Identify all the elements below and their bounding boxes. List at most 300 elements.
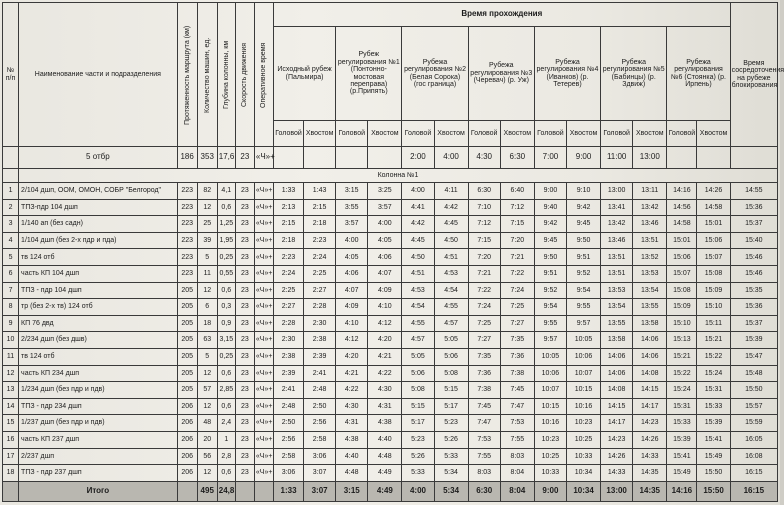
row-time: 4:38 xyxy=(336,431,368,448)
row-time: 10:23 xyxy=(566,415,600,432)
row-time: 4:50 xyxy=(434,232,468,249)
unit-length: 186 xyxy=(177,147,197,169)
row-time: 15:24 xyxy=(667,382,697,399)
row-time: 13:54 xyxy=(633,282,667,299)
row-time: 4:22 xyxy=(336,382,368,399)
row-time: 4:11 xyxy=(434,183,468,200)
row-time: 7:53 xyxy=(500,415,534,432)
row-time: 2:56 xyxy=(304,415,336,432)
row-cars: 20 xyxy=(197,431,217,448)
row-cars: 12 xyxy=(197,465,217,482)
row-time: 4:40 xyxy=(368,431,402,448)
table-row xyxy=(3,282,778,299)
row-time: 5:06 xyxy=(434,348,468,365)
row-time: 2:30 xyxy=(273,332,303,349)
row-time: 2:15 xyxy=(273,216,303,233)
row-time: 13:53 xyxy=(633,265,667,282)
row-cars: 12 xyxy=(197,365,217,382)
row-time: 10:15 xyxy=(534,398,566,415)
row-time: 7:47 xyxy=(500,398,534,415)
row-time: 7:20 xyxy=(468,249,500,266)
row-time: 2:30 xyxy=(304,315,336,332)
header-depth: Глубина колонны, км xyxy=(217,3,235,147)
head-header: Головой xyxy=(601,121,633,147)
row-time: 13:51 xyxy=(601,249,633,266)
row-time: 2:50 xyxy=(273,415,303,432)
row-time: 10:06 xyxy=(566,348,600,365)
row-time: 3:07 xyxy=(304,465,336,482)
row-time: 2:48 xyxy=(304,382,336,399)
row-op: «Ч»+ xyxy=(254,415,273,432)
row-cars: 5 xyxy=(197,348,217,365)
row-depth: 0,9 xyxy=(217,315,235,332)
row-time: 8:03 xyxy=(500,448,534,465)
row-time: 10:16 xyxy=(566,398,600,415)
row-time: 4:07 xyxy=(336,282,368,299)
row-num: 7 xyxy=(3,282,19,299)
total-time: 6:30 xyxy=(468,481,500,501)
row-time: 4:00 xyxy=(336,232,368,249)
row-len: 223 xyxy=(177,199,197,216)
row-time: 2:58 xyxy=(273,448,303,465)
row-speed: 23 xyxy=(235,216,254,233)
table-row xyxy=(3,365,778,382)
total-cars: 495 xyxy=(197,481,217,501)
row-speed: 23 xyxy=(235,431,254,448)
tail-header: Хвостом xyxy=(500,121,534,147)
row-depth: 0,3 xyxy=(217,299,235,316)
tail-header: Хвостом xyxy=(368,121,402,147)
row-time: 4:53 xyxy=(402,282,434,299)
total-num xyxy=(3,481,19,501)
row-op: «Ч»+ xyxy=(254,183,273,200)
row-name: КП 76 двд xyxy=(19,315,178,332)
row-depth: 0,6 xyxy=(217,465,235,482)
row-op: «Ч»+ xyxy=(254,448,273,465)
row-time: 15:33 xyxy=(667,415,697,432)
row-time: 15:49 xyxy=(667,465,697,482)
row-time: 4:20 xyxy=(336,348,368,365)
total-time: 4:00 xyxy=(402,481,434,501)
total-time: 8:04 xyxy=(500,481,534,501)
row-block-time: 15:59 xyxy=(730,415,777,432)
header-name: Наименование части и подразделения xyxy=(19,3,178,147)
total-time: 9:00 xyxy=(534,481,566,501)
row-time: 4:10 xyxy=(368,299,402,316)
unit-time: 2:00 xyxy=(402,147,434,169)
table-row xyxy=(3,382,778,399)
row-time: 5:26 xyxy=(434,431,468,448)
row-time: 4:12 xyxy=(368,315,402,332)
row-time: 4:09 xyxy=(336,299,368,316)
row-time: 14:23 xyxy=(633,415,667,432)
row-time: 7:53 xyxy=(468,431,500,448)
table-row xyxy=(3,249,778,266)
row-time: 2:58 xyxy=(304,431,336,448)
row-time: 4:51 xyxy=(434,249,468,266)
row-time: 4:54 xyxy=(402,299,434,316)
row-time: 13:46 xyxy=(601,232,633,249)
row-time: 4:45 xyxy=(402,232,434,249)
unit-num xyxy=(3,147,19,169)
row-time: 3:55 xyxy=(336,199,368,216)
row-time: 14:26 xyxy=(633,431,667,448)
tail-header: Хвостом xyxy=(304,121,336,147)
unit-time: 11:00 xyxy=(601,147,633,169)
row-name: тр (без 2-х тв) 124 отб xyxy=(19,299,178,316)
row-time: 9:55 xyxy=(566,299,600,316)
row-time: 2:18 xyxy=(304,216,336,233)
row-speed: 23 xyxy=(235,232,254,249)
row-depth: 0,55 xyxy=(217,265,235,282)
table-row xyxy=(3,315,778,332)
row-time: 4:45 xyxy=(434,216,468,233)
header-length: Протяженность маршрута (км) xyxy=(177,3,197,147)
row-time: 15:10 xyxy=(667,315,697,332)
total-time: 15:50 xyxy=(697,481,730,501)
row-time: 3:25 xyxy=(368,183,402,200)
row-time: 5:15 xyxy=(402,398,434,415)
total-time: 13:00 xyxy=(601,481,633,501)
row-time: 7:15 xyxy=(468,232,500,249)
row-time: 2:15 xyxy=(304,199,336,216)
header-cars: Количество машин, ед. xyxy=(197,3,217,147)
row-name: 1/140 ап (без садн) xyxy=(19,216,178,233)
row-time: 9:57 xyxy=(566,315,600,332)
row-time: 14:15 xyxy=(601,398,633,415)
head-header: Головой xyxy=(273,121,303,147)
row-time: 6:40 xyxy=(500,183,534,200)
row-name: ТПЗ - пдр 234 дшп xyxy=(19,398,178,415)
row-cars: 12 xyxy=(197,398,217,415)
row-time: 5:33 xyxy=(402,465,434,482)
row-time: 9:55 xyxy=(534,315,566,332)
row-time: 8:04 xyxy=(500,465,534,482)
row-speed: 23 xyxy=(235,315,254,332)
row-op: «Ч»+ xyxy=(254,232,273,249)
row-time: 15:39 xyxy=(667,431,697,448)
row-time: 14:35 xyxy=(633,465,667,482)
row-time: 4:30 xyxy=(368,382,402,399)
row-time: 9:00 xyxy=(534,183,566,200)
row-time: 5:26 xyxy=(402,448,434,465)
row-len: 206 xyxy=(177,431,197,448)
row-time: 9:10 xyxy=(566,183,600,200)
row-time: 1:43 xyxy=(304,183,336,200)
unit-time: 4:30 xyxy=(468,147,500,169)
head-header: Головой xyxy=(402,121,434,147)
row-time: 15:24 xyxy=(697,365,730,382)
row-time: 9:45 xyxy=(566,216,600,233)
row-block-time: 15:37 xyxy=(730,315,777,332)
row-name: 1/234 дшп (без пдр и пдв) xyxy=(19,382,178,399)
row-time: 13:46 xyxy=(633,216,667,233)
row-time: 2:56 xyxy=(273,431,303,448)
row-block-time: 15:57 xyxy=(730,398,777,415)
row-time: 13:58 xyxy=(633,315,667,332)
row-time: 7:12 xyxy=(468,216,500,233)
unit-time xyxy=(697,147,730,169)
row-op: «Ч»+ xyxy=(254,465,273,482)
row-time: 4:38 xyxy=(368,415,402,432)
row-len: 206 xyxy=(177,415,197,432)
checkpoint-header: Рубежа регулирования №2 (Белая Сорока) (гос граница) xyxy=(402,27,468,121)
row-time: 9:50 xyxy=(566,232,600,249)
row-depth: 4,1 xyxy=(217,183,235,200)
row-cars: 57 xyxy=(197,382,217,399)
row-depth: 0,6 xyxy=(217,365,235,382)
checkpoint-header: Исходный рубеж (Пальмира) xyxy=(273,27,335,121)
table-row xyxy=(3,398,778,415)
row-time: 7:55 xyxy=(500,431,534,448)
header-num: № п/п xyxy=(3,3,19,147)
header-optime: Оперативное время xyxy=(254,3,273,147)
row-op: «Ч»+ xyxy=(254,249,273,266)
row-time: 14:06 xyxy=(633,332,667,349)
row-block-time: 15:39 xyxy=(730,332,777,349)
row-time: 15:21 xyxy=(697,332,730,349)
row-name: 2/234 дшп (без дшв) xyxy=(19,332,178,349)
tail-header: Хвостом xyxy=(697,121,730,147)
row-cars: 39 xyxy=(197,232,217,249)
row-cars: 6 xyxy=(197,299,217,316)
row-time: 5:33 xyxy=(434,448,468,465)
row-time: 2:38 xyxy=(304,332,336,349)
row-time: 13:11 xyxy=(633,183,667,200)
row-time: 9:54 xyxy=(566,282,600,299)
total-time: 1:33 xyxy=(273,481,303,501)
row-time: 4:42 xyxy=(434,199,468,216)
row-len: 205 xyxy=(177,382,197,399)
row-block-time: 15:40 xyxy=(730,232,777,249)
row-block-time: 15:36 xyxy=(730,199,777,216)
row-time: 10:05 xyxy=(566,332,600,349)
row-time: 7:35 xyxy=(500,332,534,349)
row-time: 10:23 xyxy=(534,431,566,448)
checkpoint-header: Рубежа регулирования №6 (Стоянка) (р. Ирпень) xyxy=(667,27,730,121)
table-row xyxy=(3,415,778,432)
row-num: 5 xyxy=(3,249,19,266)
row-name: часть КП 234 дшп xyxy=(19,365,178,382)
row-name: 2/237 дшп xyxy=(19,448,178,465)
row-time: 5:17 xyxy=(434,398,468,415)
row-op: «Ч»+ xyxy=(254,348,273,365)
row-time: 4:55 xyxy=(434,299,468,316)
table-row xyxy=(3,183,778,200)
row-time: 13:00 xyxy=(601,183,633,200)
row-block-time: 15:47 xyxy=(730,348,777,365)
row-time: 15:01 xyxy=(697,216,730,233)
row-name: ТПЗ-пдр 104 дшп xyxy=(19,199,178,216)
row-time: 9:40 xyxy=(534,199,566,216)
row-time: 5:17 xyxy=(402,415,434,432)
row-time: 2:25 xyxy=(273,282,303,299)
row-num: 1 xyxy=(3,183,19,200)
row-name: 1/237 дшп (без пдр и пдв) xyxy=(19,415,178,432)
row-time: 5:34 xyxy=(434,465,468,482)
row-time: 7:38 xyxy=(468,382,500,399)
table-row xyxy=(3,431,778,448)
row-op: «Ч»+ xyxy=(254,199,273,216)
row-time: 9:52 xyxy=(534,282,566,299)
tail-header: Хвостом xyxy=(566,121,600,147)
table-row xyxy=(3,232,778,249)
row-cars: 5 xyxy=(197,249,217,266)
row-len: 205 xyxy=(177,332,197,349)
row-time: 15:08 xyxy=(697,265,730,282)
unit-depth: 17,6 xyxy=(217,147,235,169)
row-time: 14:16 xyxy=(667,183,697,200)
row-num: 10 xyxy=(3,332,19,349)
row-name: часть КП 237 дшп xyxy=(19,431,178,448)
unit-time xyxy=(336,147,368,169)
row-time: 2:39 xyxy=(304,348,336,365)
row-speed: 23 xyxy=(235,398,254,415)
row-time: 14:17 xyxy=(601,415,633,432)
row-speed: 23 xyxy=(235,448,254,465)
row-time: 4:57 xyxy=(434,315,468,332)
row-len: 205 xyxy=(177,282,197,299)
row-time: 7:27 xyxy=(500,315,534,332)
row-time: 14:06 xyxy=(601,348,633,365)
row-name: 2/104 дшп, ООМ, ОМОН, СОБР "Белгород" xyxy=(19,183,178,200)
total-time: 10:34 xyxy=(566,481,600,501)
row-op: «Ч»+ xyxy=(254,265,273,282)
row-cars: 56 xyxy=(197,448,217,465)
row-time: 15:11 xyxy=(697,315,730,332)
row-time: 13:41 xyxy=(601,199,633,216)
row-time: 7:21 xyxy=(500,249,534,266)
row-num: 8 xyxy=(3,299,19,316)
row-time: 13:53 xyxy=(601,282,633,299)
row-time: 4:22 xyxy=(368,365,402,382)
row-time: 9:54 xyxy=(534,299,566,316)
row-time: 15:41 xyxy=(697,431,730,448)
row-time: 7:21 xyxy=(468,265,500,282)
total-depth: 24,8 xyxy=(217,481,235,501)
unit-time xyxy=(667,147,697,169)
row-time: 10:33 xyxy=(534,465,566,482)
row-time: 14:23 xyxy=(601,431,633,448)
row-time: 14:26 xyxy=(697,183,730,200)
row-time: 13:55 xyxy=(601,315,633,332)
row-time: 4:40 xyxy=(336,448,368,465)
total-time: 4:49 xyxy=(368,481,402,501)
row-time: 3:06 xyxy=(304,448,336,465)
row-time: 2:48 xyxy=(273,398,303,415)
row-time: 15:06 xyxy=(697,232,730,249)
row-len: 223 xyxy=(177,232,197,249)
row-time: 13:54 xyxy=(601,299,633,316)
row-time: 3:06 xyxy=(273,465,303,482)
row-speed: 23 xyxy=(235,249,254,266)
row-time: 14:06 xyxy=(601,365,633,382)
row-time: 15:10 xyxy=(697,299,730,316)
row-time: 7:36 xyxy=(500,348,534,365)
row-depth: 1,25 xyxy=(217,216,235,233)
row-depth: 1,95 xyxy=(217,232,235,249)
row-time: 2:50 xyxy=(304,398,336,415)
row-time: 2:25 xyxy=(304,265,336,282)
row-time: 15:13 xyxy=(667,332,697,349)
row-time: 4:06 xyxy=(368,249,402,266)
row-time: 2:13 xyxy=(273,199,303,216)
row-num: 9 xyxy=(3,315,19,332)
checkpoint-header: Рубежа регулирования №4 (Иванков) (р. Тетерев) xyxy=(534,27,600,121)
row-len: 223 xyxy=(177,216,197,233)
row-time: 3:57 xyxy=(336,216,368,233)
table-row xyxy=(3,216,778,233)
row-time: 7:10 xyxy=(468,199,500,216)
row-num: 13 xyxy=(3,382,19,399)
row-num: 2 xyxy=(3,199,19,216)
row-time: 2:27 xyxy=(304,282,336,299)
row-time: 15:33 xyxy=(697,398,730,415)
row-depth: 0,6 xyxy=(217,199,235,216)
row-time: 4:42 xyxy=(402,216,434,233)
row-time: 10:25 xyxy=(566,431,600,448)
total-block-time: 16:15 xyxy=(730,481,777,501)
row-time: 4:10 xyxy=(336,315,368,332)
row-time: 7:22 xyxy=(500,265,534,282)
unit-time xyxy=(368,147,402,169)
row-time: 4:20 xyxy=(368,332,402,349)
row-speed: 23 xyxy=(235,332,254,349)
row-block-time: 16:05 xyxy=(730,431,777,448)
row-num: 15 xyxy=(3,415,19,432)
row-time: 10:15 xyxy=(566,382,600,399)
row-time: 9:51 xyxy=(566,249,600,266)
row-time: 3:15 xyxy=(336,183,368,200)
row-time: 4:49 xyxy=(368,465,402,482)
row-time: 15:50 xyxy=(697,465,730,482)
row-time: 4:06 xyxy=(336,265,368,282)
row-time: 13:58 xyxy=(601,332,633,349)
row-time: 2:23 xyxy=(273,249,303,266)
row-len: 206 xyxy=(177,465,197,482)
row-time: 4:00 xyxy=(368,216,402,233)
row-block-time: 15:46 xyxy=(730,249,777,266)
row-time: 5:08 xyxy=(434,365,468,382)
row-time: 4:55 xyxy=(402,315,434,332)
total-time: 3:07 xyxy=(304,481,336,501)
row-cars: 18 xyxy=(197,315,217,332)
row-speed: 23 xyxy=(235,415,254,432)
row-op: «Ч»+ xyxy=(254,398,273,415)
row-speed: 23 xyxy=(235,265,254,282)
unit-optime: «Ч»+ xyxy=(254,147,273,169)
row-time: 4:21 xyxy=(336,365,368,382)
table-row xyxy=(3,348,778,365)
row-time: 4:12 xyxy=(336,332,368,349)
row-time: 15:01 xyxy=(667,232,697,249)
total-time: 14:35 xyxy=(633,481,667,501)
row-len: 206 xyxy=(177,448,197,465)
row-time: 14:26 xyxy=(601,448,633,465)
row-time: 4:21 xyxy=(368,348,402,365)
row-time: 7:22 xyxy=(468,282,500,299)
table-row xyxy=(3,299,778,316)
row-time: 15:39 xyxy=(697,415,730,432)
row-time: 7:45 xyxy=(468,398,500,415)
row-time: 9:52 xyxy=(566,265,600,282)
row-speed: 23 xyxy=(235,382,254,399)
row-cars: 12 xyxy=(197,199,217,216)
row-len: 205 xyxy=(177,348,197,365)
tail-header: Хвостом xyxy=(633,121,667,147)
row-cars: 25 xyxy=(197,216,217,233)
row-time: 4:05 xyxy=(368,232,402,249)
